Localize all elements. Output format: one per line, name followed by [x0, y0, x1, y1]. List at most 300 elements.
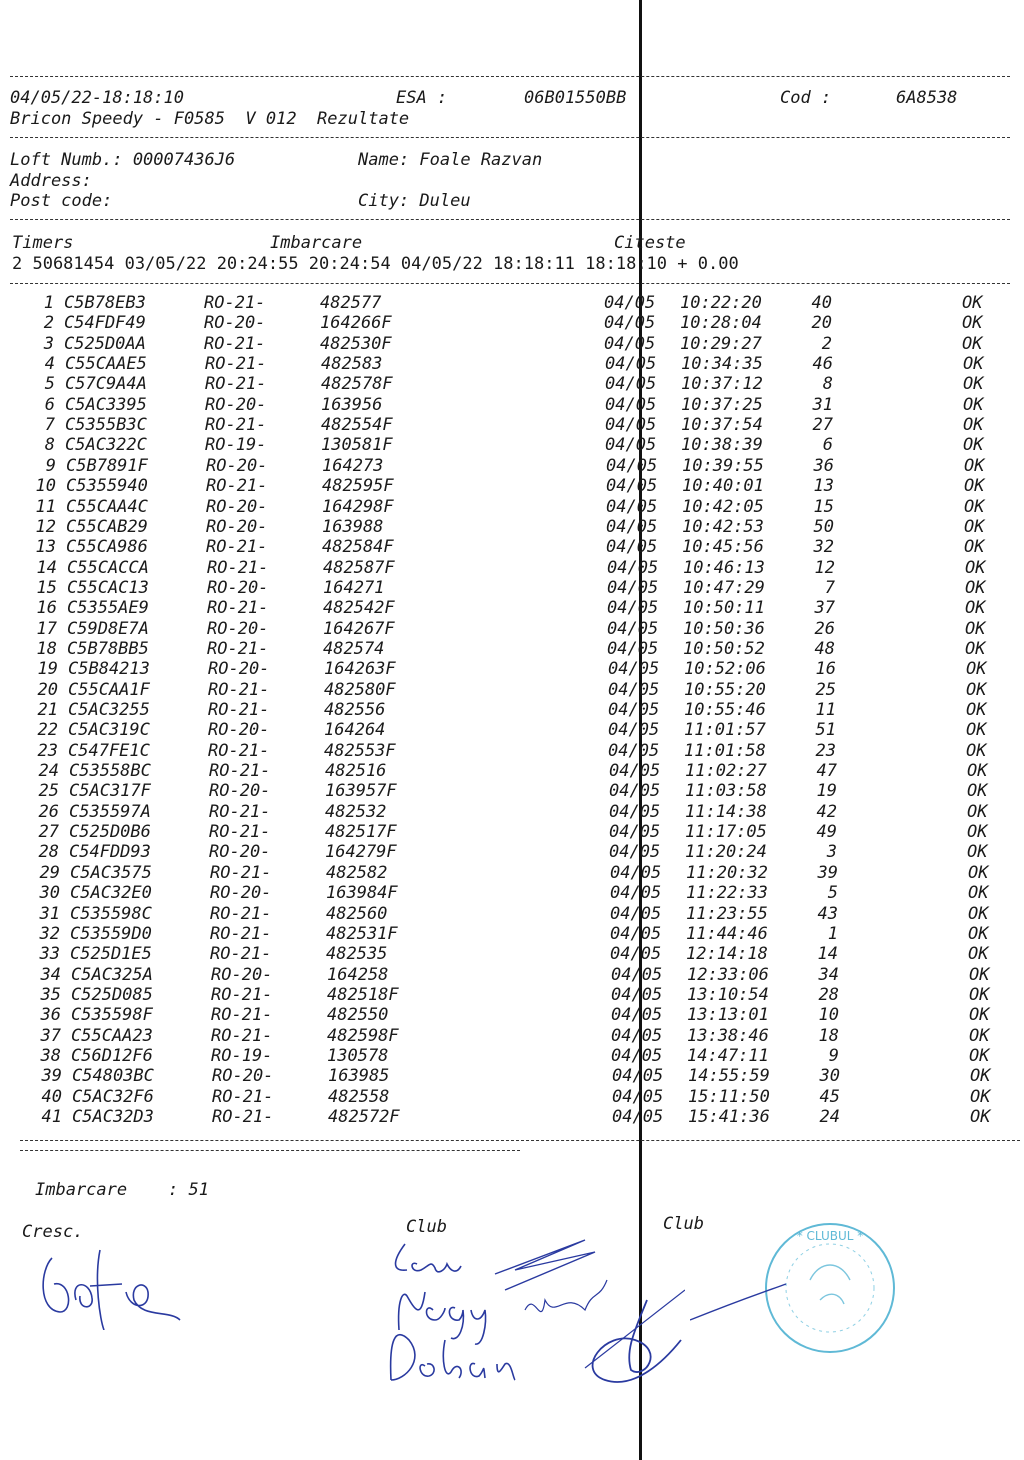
place: 26 — [814, 618, 835, 639]
arrival-date: 04/05 — [604, 313, 656, 334]
status: OK — [964, 455, 985, 476]
ring-prefix: RO-21- — [205, 415, 267, 436]
ring-number: 164273 — [322, 455, 384, 476]
arrival-date: 04/05 — [609, 842, 661, 863]
table-row — [0, 842, 1024, 862]
row-number: 17 — [36, 618, 57, 639]
row-number: 10 — [35, 476, 56, 497]
arrival-date: 04/05 — [610, 923, 662, 944]
place: 23 — [815, 740, 836, 761]
status: OK — [967, 801, 988, 822]
ring-number: 482550 — [327, 1005, 389, 1026]
place: 9 — [828, 1045, 839, 1066]
ring-number: 164279F — [325, 842, 397, 863]
chip-id: C5AC317F — [69, 781, 151, 802]
ring-prefix: RO-20- — [209, 842, 271, 863]
table-row — [0, 720, 1024, 740]
place: 40 — [811, 293, 832, 313]
row-number: 11 — [35, 496, 56, 517]
table-row — [0, 822, 1024, 842]
ring-prefix: RO-21- — [210, 903, 272, 924]
arrival-time: 10:34:35 — [681, 354, 763, 375]
chip-id: C55CAB29 — [66, 516, 148, 537]
table-row — [0, 1005, 1024, 1025]
ring-number: 482583 — [321, 354, 383, 375]
place: 18 — [818, 1025, 839, 1046]
ring-number: 163988 — [322, 516, 384, 537]
table-row — [0, 334, 1024, 354]
table-row — [0, 517, 1024, 537]
chip-id: C525D1E5 — [70, 944, 152, 965]
status: OK — [965, 618, 986, 639]
chip-id: C5B84213 — [68, 659, 150, 680]
table-row — [0, 1046, 1024, 1066]
arrival-date: 04/05 — [608, 679, 660, 700]
arrival-time: 10:37:25 — [681, 394, 763, 415]
ring-prefix: RO-21- — [212, 1107, 274, 1127]
chip-id: C535598F — [71, 1005, 153, 1026]
ring-number: 130578 — [327, 1045, 389, 1066]
status: OK — [970, 1107, 991, 1127]
arrival-time: 10:42:53 — [682, 516, 764, 537]
status: OK — [963, 415, 984, 436]
table-row — [0, 944, 1024, 964]
place: 45 — [819, 1086, 840, 1107]
row-number: 35 — [40, 984, 61, 1005]
arrival-date: 04/05 — [610, 903, 662, 924]
club-label-2: Club — [663, 1214, 704, 1234]
row-number: 32 — [39, 923, 60, 944]
place: 16 — [815, 659, 836, 680]
table-row — [0, 435, 1024, 455]
cod-value: 6A8538 — [896, 88, 958, 108]
arrival-date: 04/05 — [610, 944, 662, 965]
timers-heading: Timers — [12, 233, 74, 253]
ring-number: 482582 — [326, 862, 388, 883]
ring-number: 163956 — [321, 394, 383, 415]
place: 27 — [812, 415, 833, 436]
status: OK — [963, 435, 984, 456]
status: OK — [962, 293, 983, 313]
place: 43 — [817, 903, 838, 924]
place: 15 — [813, 496, 834, 517]
place: 25 — [815, 679, 836, 700]
row-number: 4 — [44, 354, 55, 375]
row-number: 39 — [41, 1066, 62, 1087]
status: OK — [962, 333, 983, 354]
arrival-time: 15:11:50 — [688, 1086, 770, 1107]
table-row — [0, 1107, 1024, 1127]
ring-number: 482518F — [327, 984, 399, 1005]
row-number: 15 — [36, 577, 57, 598]
chip-id: C54FDD93 — [69, 842, 151, 863]
arrival-time: 11:22:33 — [686, 883, 768, 904]
ring-prefix: RO-20- — [204, 313, 266, 334]
arrival-time: 10:46:13 — [683, 557, 765, 578]
place: 14 — [817, 944, 838, 965]
row-number: 37 — [40, 1025, 61, 1046]
arrival-time: 10:22:20 — [680, 293, 762, 313]
arrival-date: 04/05 — [604, 333, 656, 354]
arrival-time: 10:50:11 — [683, 598, 765, 619]
status: OK — [962, 313, 983, 334]
ring-prefix: RO-21- — [209, 822, 271, 843]
place: 11 — [815, 700, 836, 720]
arrival-time: 10:39:55 — [682, 455, 764, 476]
ring-number: 482530F — [320, 333, 392, 354]
arrival-date: 04/05 — [606, 537, 658, 558]
divider — [10, 283, 1010, 284]
chip-id: C5AC322C — [65, 435, 147, 456]
place: 34 — [818, 964, 839, 985]
status: OK — [966, 659, 987, 680]
arrival-date: 04/05 — [606, 455, 658, 476]
ring-prefix: RO-20- — [208, 720, 270, 741]
esa-value: 06B01550BB — [524, 88, 627, 108]
ring-number: 482531F — [326, 923, 398, 944]
arrival-time: 10:50:36 — [683, 618, 765, 639]
chip-id: C53558BC — [69, 761, 151, 782]
chip-id: C5AC325A — [71, 964, 153, 985]
status: OK — [968, 883, 989, 904]
ring-prefix: RO-21- — [208, 740, 270, 761]
table-row — [0, 1026, 1024, 1046]
row-number: 1 — [43, 293, 54, 313]
status: OK — [966, 720, 987, 741]
arrival-time: 11:20:32 — [686, 862, 768, 883]
divider — [20, 1140, 1020, 1141]
arrival-date: 04/05 — [605, 354, 657, 375]
arrival-date: 04/05 — [611, 1005, 663, 1026]
ring-prefix: RO-21- — [212, 1086, 274, 1107]
place: 28 — [818, 984, 839, 1005]
arrival-time: 11:20:24 — [685, 842, 767, 863]
arrival-date: 04/05 — [609, 781, 661, 802]
table-row — [0, 1087, 1024, 1107]
imbarcare-total: Imbarcare : 51 — [35, 1180, 209, 1200]
table-row — [0, 395, 1024, 415]
ring-number: 163984F — [326, 883, 398, 904]
status: OK — [964, 537, 985, 558]
table-row — [0, 639, 1024, 659]
arrival-time: 11:23:55 — [686, 903, 768, 924]
arrival-date: 04/05 — [605, 415, 657, 436]
chip-id: C57C9A4A — [65, 374, 147, 395]
arrival-date: 04/05 — [606, 496, 658, 517]
status: OK — [965, 638, 986, 659]
arrival-date: 04/05 — [605, 394, 657, 415]
row-number: 21 — [37, 700, 58, 720]
ring-number: 164267F — [323, 618, 395, 639]
chip-id: C5AC3395 — [65, 394, 147, 415]
arrival-date: 04/05 — [607, 638, 659, 659]
ring-number: 482517F — [325, 822, 397, 843]
table-row — [0, 863, 1024, 883]
table-row — [0, 965, 1024, 985]
chip-id: C525D085 — [71, 984, 153, 1005]
arrival-time: 13:38:46 — [687, 1025, 769, 1046]
table-row — [0, 883, 1024, 903]
status: OK — [965, 557, 986, 578]
status: OK — [967, 842, 988, 863]
ring-prefix: RO-21- — [207, 638, 269, 659]
table-row — [0, 537, 1024, 557]
row-number: 41 — [41, 1107, 62, 1127]
arrival-time: 10:42:05 — [682, 496, 764, 517]
place: 30 — [819, 1066, 840, 1087]
arrival-time: 11:01:57 — [684, 720, 766, 741]
status: OK — [967, 822, 988, 843]
row-number: 6 — [44, 394, 55, 415]
chip-id: C53559D0 — [70, 923, 152, 944]
imbarcare-heading: Imbarcare — [270, 233, 363, 253]
club-label-1: Club — [406, 1217, 447, 1237]
row-number: 38 — [40, 1045, 61, 1066]
chip-id: C5AC32F6 — [72, 1086, 154, 1107]
chip-id: C525D0AA — [64, 333, 146, 354]
ring-prefix: RO-20- — [210, 883, 272, 904]
ring-prefix: RO-21- — [205, 354, 267, 375]
row-number: 31 — [39, 903, 60, 924]
place: 31 — [812, 394, 833, 415]
chip-id: C547FE1C — [68, 740, 150, 761]
arrival-time: 12:33:06 — [687, 964, 769, 985]
table-row — [0, 619, 1024, 639]
place: 5 — [827, 883, 838, 904]
table-row — [0, 802, 1024, 822]
status: OK — [970, 1086, 991, 1107]
ring-prefix: RO-20- — [206, 455, 268, 476]
status: OK — [964, 476, 985, 497]
arrival-time: 15:41:36 — [688, 1107, 770, 1127]
status: OK — [964, 516, 985, 537]
arrival-date: 04/05 — [610, 862, 662, 883]
address: Address: — [10, 171, 92, 191]
arrival-date: 04/05 — [609, 761, 661, 782]
chip-id: C5355B3C — [65, 415, 147, 436]
table-row — [0, 293, 1024, 313]
chip-id: C54FDF49 — [64, 313, 146, 334]
status: OK — [969, 1045, 990, 1066]
chip-id: C5AC32E0 — [70, 883, 152, 904]
citeste-heading: Citeste — [614, 233, 686, 253]
ring-number: 163957F — [325, 781, 397, 802]
cresc-label: Cresc. — [22, 1222, 84, 1242]
row-number: 25 — [38, 781, 59, 802]
table-row — [0, 1066, 1024, 1086]
status: OK — [966, 740, 987, 761]
ring-number: 482554F — [321, 415, 393, 436]
status: OK — [966, 679, 987, 700]
ring-prefix: RO-21- — [204, 333, 266, 354]
status: OK — [968, 923, 989, 944]
place: 1 — [827, 923, 838, 944]
ring-prefix: RO-21- — [209, 801, 271, 822]
table-row — [0, 313, 1024, 333]
arrival-time: 10:55:20 — [684, 679, 766, 700]
place: 37 — [814, 598, 835, 619]
ring-prefix: RO-20- — [206, 496, 268, 517]
status: OK — [967, 781, 988, 802]
chip-id: C55CAA4C — [66, 496, 148, 517]
row-number: 14 — [36, 557, 57, 578]
place: 39 — [817, 862, 838, 883]
ring-prefix: RO-21- — [207, 598, 269, 619]
arrival-time: 14:47:11 — [687, 1045, 769, 1066]
place: 48 — [814, 638, 835, 659]
divider — [20, 1150, 520, 1151]
chip-id: C5AC3255 — [68, 700, 150, 720]
ring-prefix: RO-20- — [209, 781, 271, 802]
table-row — [0, 415, 1024, 435]
status: OK — [967, 761, 988, 782]
place: 51 — [815, 720, 836, 741]
chip-id: C5355940 — [66, 476, 148, 497]
table-row — [0, 700, 1024, 720]
arrival-date: 04/05 — [611, 964, 663, 985]
arrival-time: 12:14:18 — [686, 944, 768, 965]
chip-id: C5355AE9 — [67, 598, 149, 619]
arrival-date: 04/05 — [611, 984, 663, 1005]
ring-prefix: RO-21- — [210, 862, 272, 883]
ring-prefix: RO-21- — [208, 700, 270, 720]
row-number: 24 — [38, 761, 59, 782]
table-row — [0, 354, 1024, 374]
ring-prefix: RO-19- — [211, 1045, 273, 1066]
cod-label: Cod : — [780, 88, 832, 108]
arrival-date: 04/05 — [612, 1066, 664, 1087]
ring-prefix: RO-21- — [209, 761, 271, 782]
chip-id: C55CAAE5 — [65, 354, 147, 375]
loft-number: Loft Numb.: 00007436J6 — [10, 150, 236, 170]
ring-number: 164258 — [327, 964, 389, 985]
row-number: 9 — [45, 455, 56, 476]
arrival-time: 10:28:04 — [680, 313, 762, 334]
chip-id: C5AC32D3 — [72, 1107, 154, 1127]
status: OK — [970, 1066, 991, 1087]
arrival-date: 04/05 — [608, 700, 660, 720]
ring-prefix: RO-20- — [206, 516, 268, 537]
chip-id: C5B78BB5 — [67, 638, 149, 659]
ring-prefix: RO-21- — [206, 537, 268, 558]
chip-id: C56D12F6 — [71, 1045, 153, 1066]
chip-id: C55CACCA — [67, 557, 149, 578]
row-number: 27 — [38, 822, 59, 843]
arrival-time: 10:55:46 — [684, 700, 766, 720]
place: 49 — [816, 822, 837, 843]
ring-number: 482558 — [328, 1086, 390, 1107]
ring-number: 163985 — [328, 1066, 390, 1087]
svg-text:* CLUBUL *: * CLUBUL * — [796, 1229, 864, 1243]
arrival-date: 04/05 — [612, 1107, 664, 1127]
ring-number: 482560 — [326, 903, 388, 924]
arrival-time: 10:37:12 — [681, 374, 763, 395]
ring-number: 482587F — [323, 557, 395, 578]
post-code: Post code: — [10, 191, 113, 211]
table-row — [0, 985, 1024, 1005]
ring-number: 482577 — [320, 293, 382, 313]
signature-cresc — [30, 1240, 190, 1330]
row-number: 7 — [44, 415, 55, 436]
place: 36 — [813, 455, 834, 476]
divider — [10, 219, 1010, 220]
status: OK — [963, 374, 984, 395]
row-number: 34 — [40, 964, 61, 985]
arrival-date: 04/05 — [606, 516, 658, 537]
arrival-date: 04/05 — [607, 598, 659, 619]
table-row — [0, 761, 1024, 781]
table-row — [0, 497, 1024, 517]
table-row — [0, 680, 1024, 700]
arrival-time: 10:38:39 — [681, 435, 763, 456]
status: OK — [965, 577, 986, 598]
arrival-date: 04/05 — [610, 883, 662, 904]
chip-id: C55CA986 — [66, 537, 148, 558]
table-row — [0, 578, 1024, 598]
place: 7 — [824, 577, 835, 598]
ring-number: 482553F — [324, 740, 396, 761]
table-row — [0, 904, 1024, 924]
ring-prefix: RO-20- — [212, 1066, 274, 1087]
arrival-time: 14:55:59 — [688, 1066, 770, 1087]
chip-id: C525D0B6 — [69, 822, 151, 843]
status: OK — [966, 700, 987, 720]
arrival-date: 04/05 — [608, 659, 660, 680]
chip-id: C55CAC13 — [67, 577, 149, 598]
arrival-time: 10:47:29 — [683, 577, 765, 598]
status: OK — [963, 354, 984, 375]
ring-number: 164271 — [323, 577, 385, 598]
ring-prefix: RO-21- — [205, 374, 267, 395]
status: OK — [968, 903, 989, 924]
table-row — [0, 781, 1024, 801]
chip-id: C5AC319C — [68, 720, 150, 741]
arrival-date: 04/05 — [608, 720, 660, 741]
ring-number: 482574 — [323, 638, 385, 659]
ring-number: 482595F — [322, 476, 394, 497]
ring-prefix: RO-20- — [208, 659, 270, 680]
ring-number: 482556 — [324, 700, 386, 720]
chip-id: C535598C — [70, 903, 152, 924]
ring-number: 482516 — [325, 761, 387, 782]
ring-prefix: RO-19- — [205, 435, 267, 456]
ring-prefix: RO-20- — [205, 394, 267, 415]
place: 12 — [814, 557, 835, 578]
chip-id: C535597A — [69, 801, 151, 822]
ring-number: 482598F — [327, 1025, 399, 1046]
divider — [10, 76, 1010, 77]
ring-prefix: RO-21- — [207, 557, 269, 578]
ring-prefix: RO-21- — [210, 944, 272, 965]
arrival-date: 04/05 — [609, 801, 661, 822]
arrival-date: 04/05 — [607, 618, 659, 639]
ring-prefix: RO-20- — [207, 577, 269, 598]
row-number: 2 — [43, 313, 54, 334]
ring-prefix: RO-20- — [211, 964, 273, 985]
chip-id: C5B78EB3 — [64, 293, 146, 313]
arrival-date: 04/05 — [605, 435, 657, 456]
place: 32 — [813, 537, 834, 558]
place: 42 — [816, 801, 837, 822]
table-row — [0, 476, 1024, 496]
divider — [10, 137, 1010, 138]
arrival-time: 10:40:01 — [682, 476, 764, 497]
arrival-time: 11:01:58 — [684, 740, 766, 761]
row-number: 26 — [38, 801, 59, 822]
fancier-name: Name: Foale Razvan — [358, 150, 543, 170]
print-datetime: 04/05/22-18:18:10 — [10, 88, 184, 108]
arrival-date: 04/05 — [608, 740, 660, 761]
